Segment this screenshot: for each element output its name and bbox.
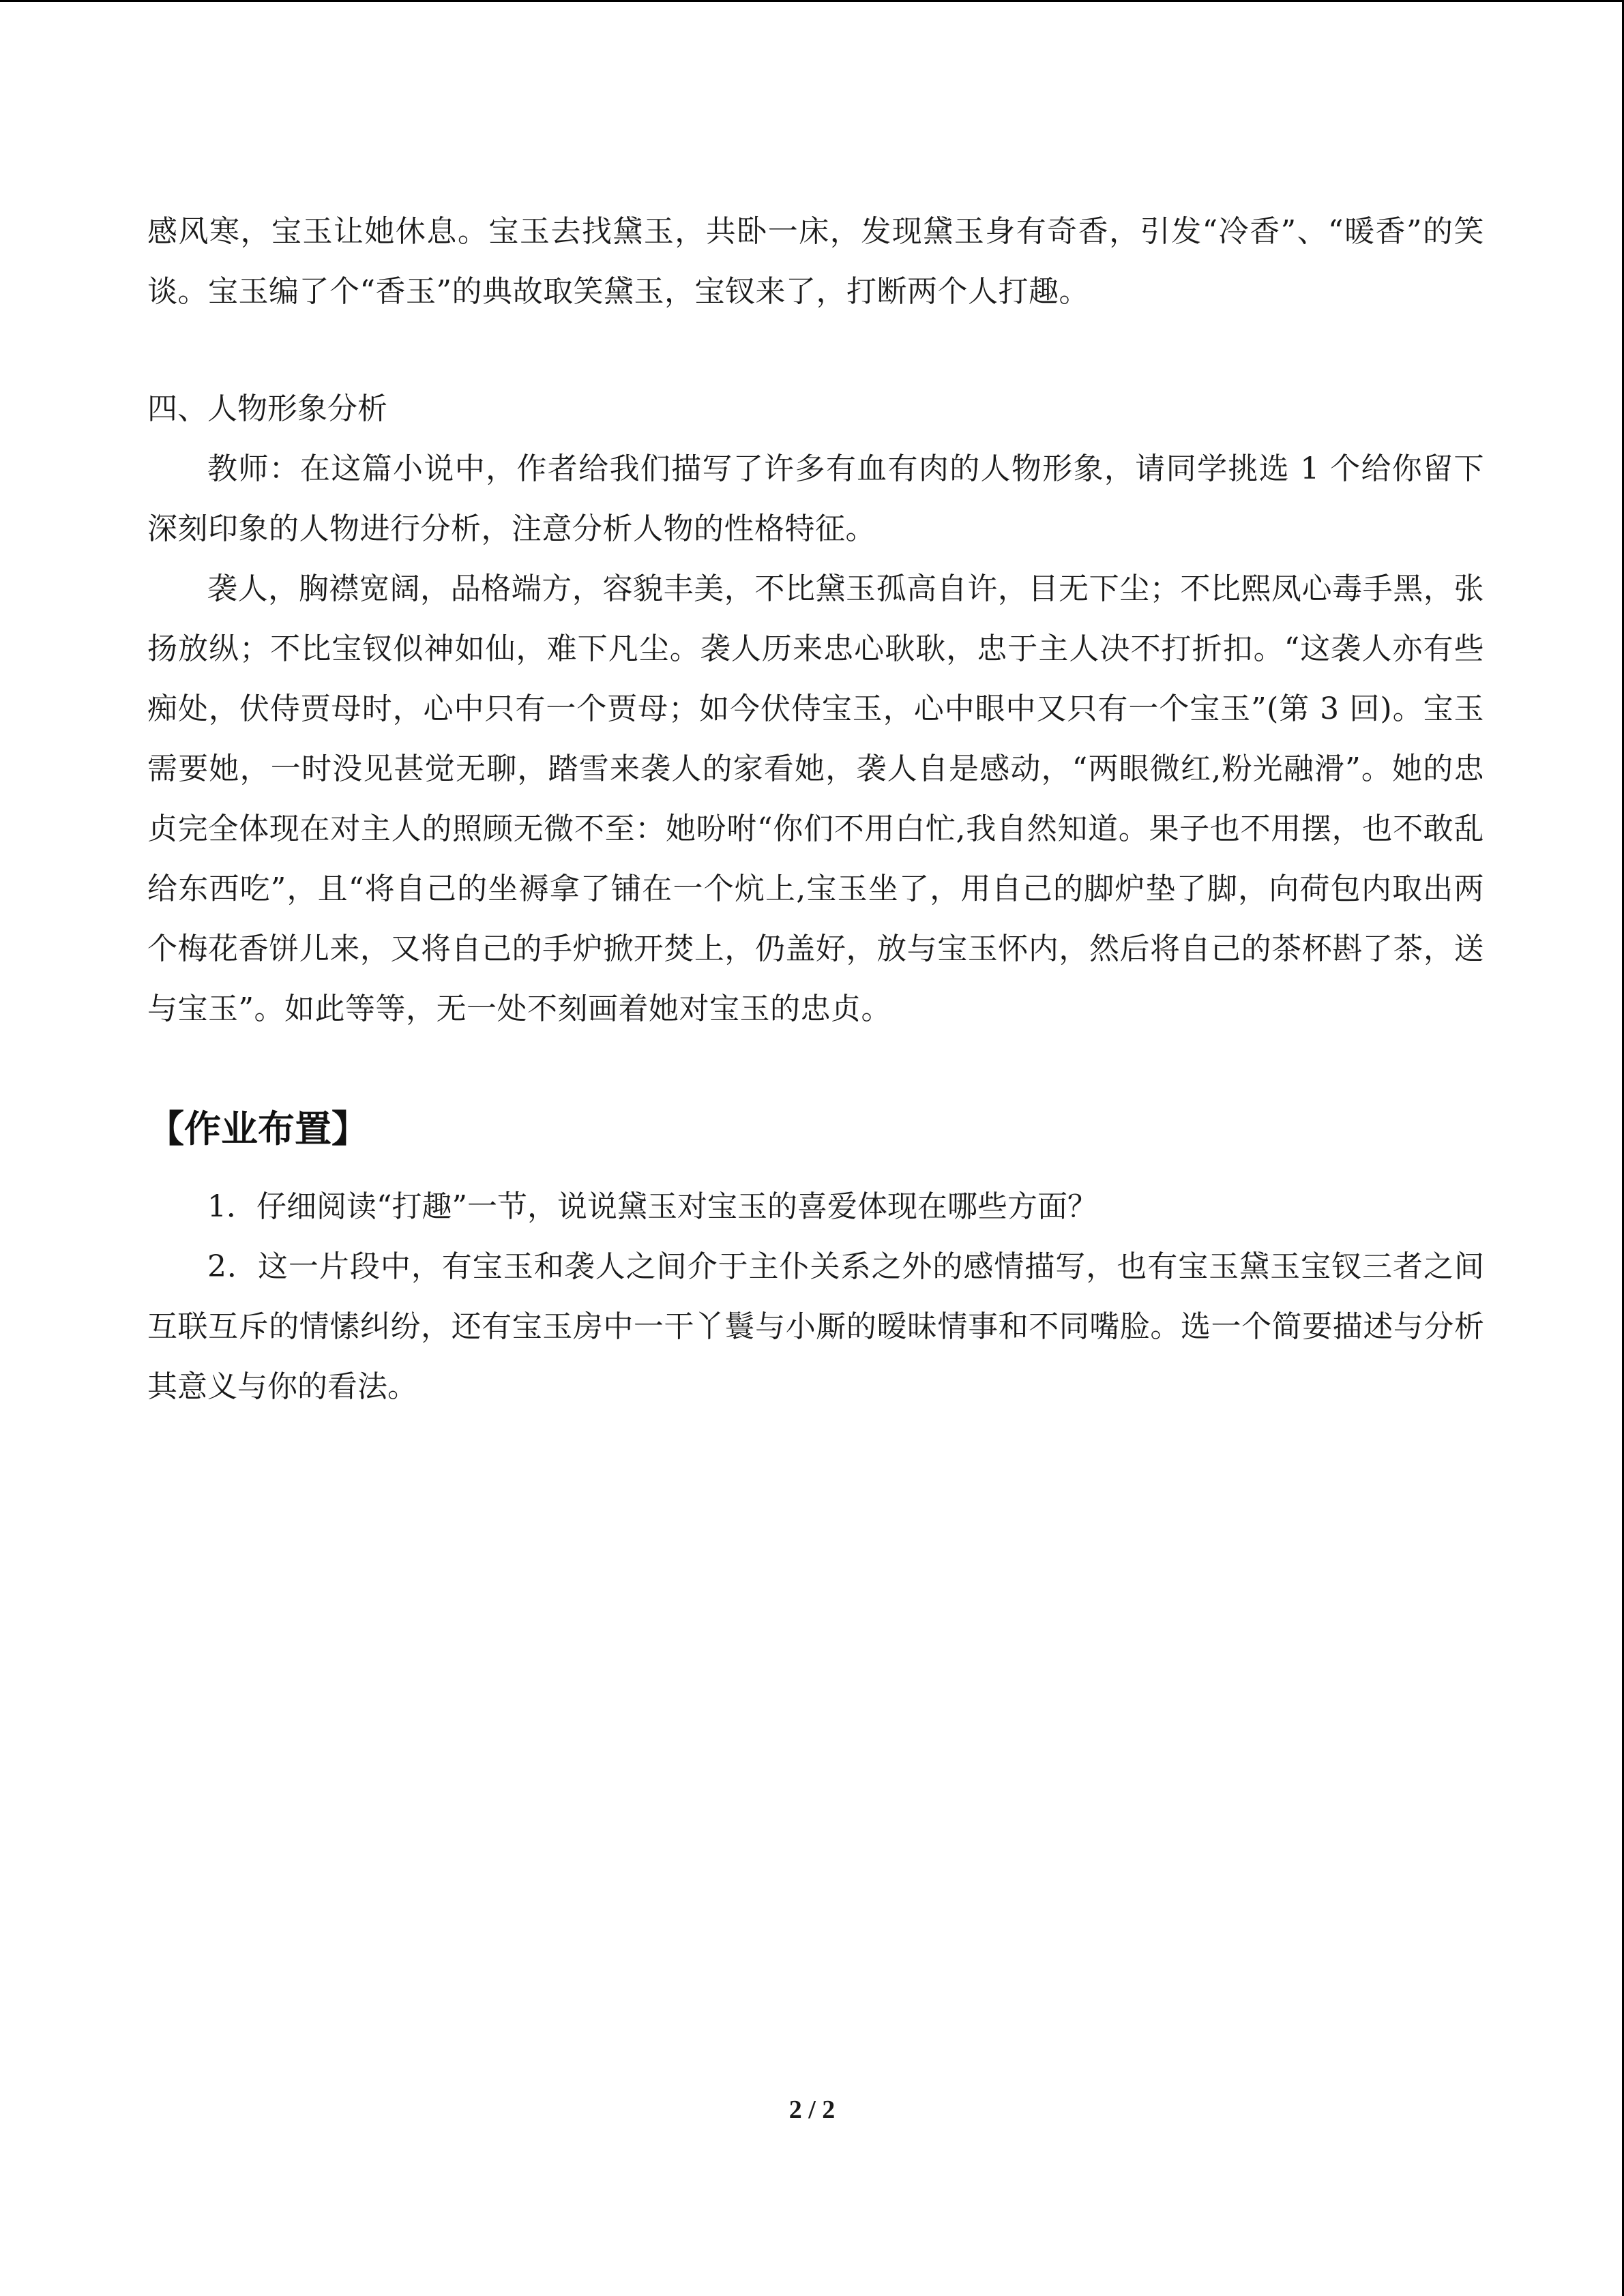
intro-paragraph: 感风寒，宝玉让她休息。宝玉去找黛玉，共卧一床，发现黛玉身有奇香，引发“冷香”、“暖香”的笑谈。宝玉编了个“香玉”的典故取笑黛玉，宝钗来了，打断两个人打趣。 bbox=[147, 214, 1484, 309]
homework-heading: 【作业布置】 bbox=[147, 1107, 368, 1150]
document-page bbox=[147, 202, 1484, 1417]
section-homework bbox=[147, 1099, 1484, 1417]
section-heading: 四、人物形象分析 bbox=[147, 391, 387, 426]
analysis-paragraph: 袭人，胸襟宽阔，品格端方，容貌丰美，不比黛玉孤高自许，目无下尘；不比熙凤心毒手黑，张扬放纵；不比宝钗似神如仙，难下凡尘。袭人历来忠心耿耿，忠于主人决不打折扣。“这袭人亦有些痴处，伏侍贾母时，心中只有一个贾母；如今伏侍宝玉，心中眼中又只有一个宝玉”(第 3 回)。宝玉需要她，一时没见甚觉无聊，踏雪来袭人的家看她，袭人自是感动，“两眼微红,粉光融滑”。她的忠贞完全体现在对主人的照顾无微不至：她吩咐“你们不用白忙,我自然知道。果子也不用摆，也不敢乱给东西吃”，且“将自己的坐褥拿了铺在一个炕上,宝玉坐了，用自己的脚炉垫了脚，向荷包内取出两个梅花香饼儿来，又将自己的手炉掀开焚上，仍盖好，放与宝玉怀内，然后将自己的茶杯斟了茶，送与宝玉”。如此等等，无一处不刻画着她对宝玉的忠贞。 bbox=[147, 571, 1484, 1026]
homework-item-2: 2．这一片段中，有宝玉和袭人之间介于主仆关系之外的感情描写，也有宝玉黛玉宝钗三者之间互联互斥的情愫纠纷，还有宝玉房中一干丫鬟与小厮的暧昧情事和不同嘴脸。选一个简要描述与分析其意义与你的看法。 bbox=[147, 1249, 1484, 1404]
homework-item-1: 1．仔细阅读“打趣”一节，说说黛玉对宝玉的喜爱体现在哪些方面？ bbox=[207, 1189, 1097, 1224]
page-frame-top bbox=[0, 0, 1624, 2]
page-number: 2 / 2 bbox=[788, 2096, 836, 2124]
section-character-analysis bbox=[147, 379, 1484, 1039]
teacher-paragraph: 教师：在这篇小说中，作者给我们描写了许多有血有肉的人物形象，请同学挑选 1 个给你留下深刻印象的人物进行分析，注意分析人物的性格特征。 bbox=[147, 451, 1484, 546]
